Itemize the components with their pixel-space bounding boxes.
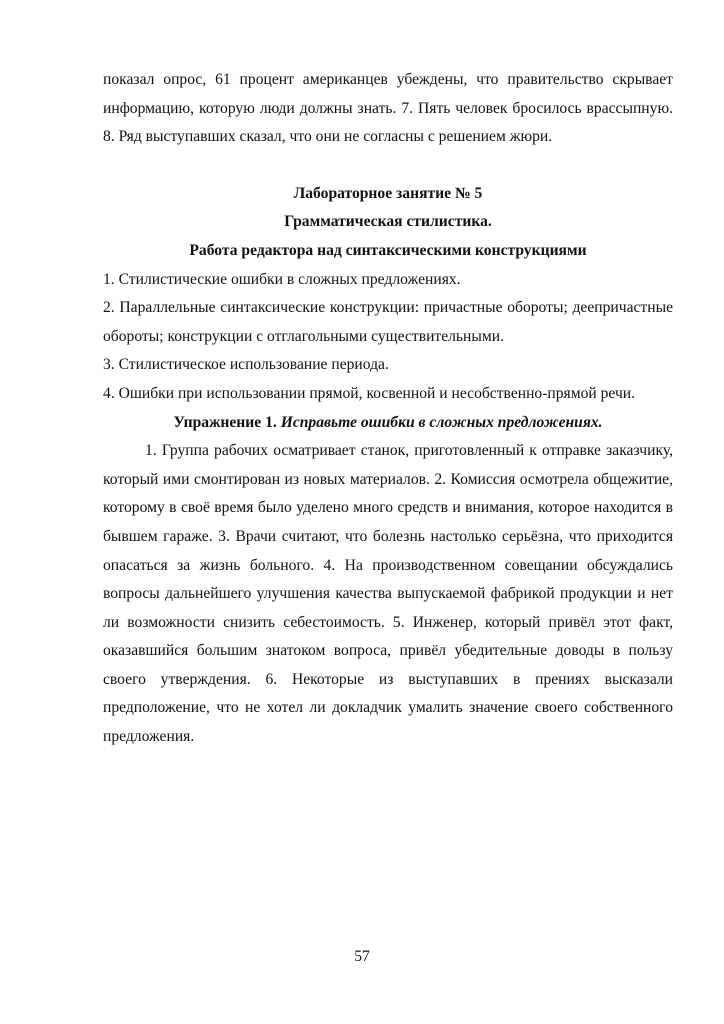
topic-item: 4. Ошибки при использовании прямой, косвенной и несобственно-прямой речи.	[103, 384, 636, 402]
topics-list	[103, 266, 673, 409]
exercise-label: Упражнение 1.	[173, 413, 277, 431]
heading-topic: Грамматическая стилистика.	[284, 213, 492, 231]
exercise-title	[103, 409, 673, 438]
heading-subtopic: Работа редактора над синтаксическими конструкциями	[189, 241, 587, 259]
page-number: 57	[354, 948, 370, 965]
topic-item: 1. Стилистические ошибки в сложных предложениях.	[103, 270, 461, 288]
topic-item: 2. Параллельные синтаксические конструкции: причастные обороты; деепричастные обороты; конструкции с отглагольными существительными.	[103, 299, 673, 345]
topic-item: 3. Стилистическое использование периода.	[103, 356, 389, 374]
heading-lab-session: Лабораторное занятие № 5	[293, 184, 483, 202]
exercise-text: 1. Группа рабочих осматривает станок, приготовленный к отправке заказчику, который ими смонтирован из новых материалов. 2. Комиссия осмотрела общежитие, которому в своё время было уделено много средств и внимания, которое находится в бывшем гараже. 3. Врачи считают, что болезнь настолько серьёзна, что приходится опасаться за жизнь больного. 4. На производственном совещании обсуждались вопросы дальнейшего улучшения качества выпускаемой фабрикой продукции и нет ли возможности снизить себестоимость. 5. Инженер, который привёл этот факт, оказавшийся большим знатоком вопроса, привёл убедительные доводы в пользу своего утверждения. 6. Некоторые из выступавших в прениях высказали предположение, что не хотел ли докладчик умалить значение своего собственного предложения.	[103, 442, 673, 746]
exercise-task: Исправьте ошибки в сложных предложениях.	[280, 413, 603, 431]
page-body	[103, 66, 673, 752]
section-gap	[103, 152, 673, 180]
intro-paragraph: показал опрос, 61 процент американцев убеждены, что правительство скрывает информацию, которую люди должны знать. 7. Пять человек бросилось врассыпную. 8. Ряд выступавших сказал, что они не согласны с решением жюри.	[103, 71, 673, 146]
